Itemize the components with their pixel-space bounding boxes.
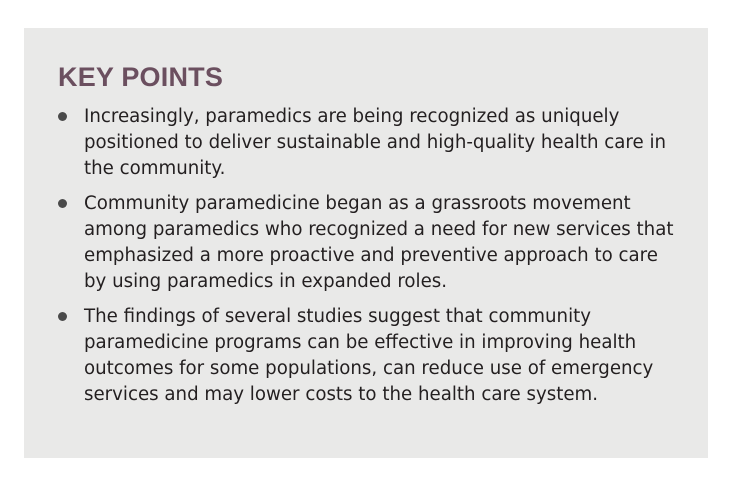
key-point-text: Community paramedicine began as a grassroots movement among paramedics who recognized a need for new services that emphasized a more proactive and preventive approach to care by using paramedics in expanded roles. (84, 193, 674, 292)
key-points-panel (24, 28, 708, 458)
bullet-icon (58, 112, 67, 121)
key-point-item (58, 104, 678, 182)
key-points-list (58, 104, 678, 408)
key-point-item (58, 304, 678, 408)
bullet-icon (58, 312, 67, 321)
key-point-text: The findings of several studies suggest that community paramedicine programs can be effective in improving health outcomes for some populations, can reduce use of emergency services and may lower costs to the health care system. (84, 306, 654, 405)
key-points-title: KEY POINTS (58, 62, 224, 92)
key-point-item (58, 191, 678, 295)
bullet-icon (58, 199, 67, 208)
key-point-text: Increasingly, paramedics are being recognized as uniquely positioned to deliver sustainable and high-quality health care in the community. (84, 106, 667, 179)
